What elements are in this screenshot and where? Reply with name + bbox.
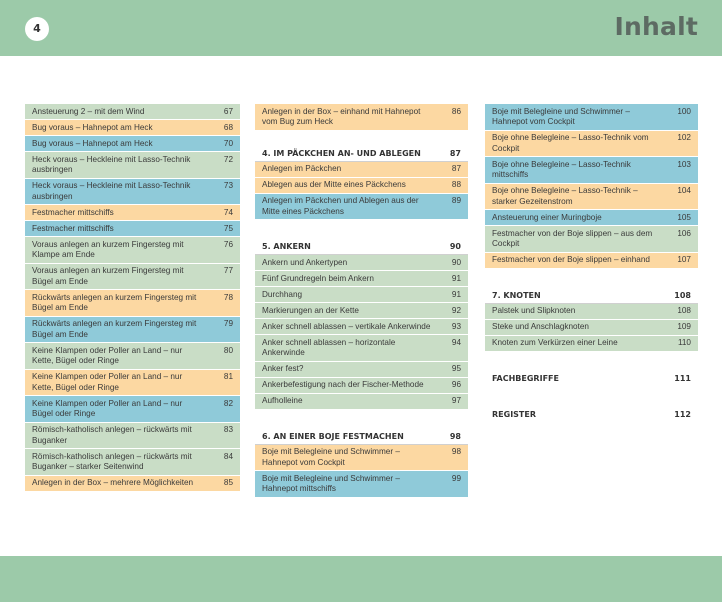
toc-entry <box>255 362 468 378</box>
toc-entry <box>255 162 468 178</box>
toc-entry-title: Anlegen in der Box – mehrere Möglichkeiten <box>32 478 194 487</box>
toc-entry-title: Ansteuerung einer Muringboje <box>492 212 602 222</box>
section-page: 87 <box>449 148 461 158</box>
toc-entry-page: 92 <box>451 305 461 315</box>
section-title: 7. KNOTEN <box>492 290 541 300</box>
toc-entry-page: 81 <box>223 372 233 381</box>
toc-entry-page: 87 <box>451 164 461 173</box>
toc-entry-page: 98 <box>451 447 461 456</box>
toc-entry <box>25 476 240 492</box>
toc-entry-title: Anlegen in der Box – einhand mit Hahnepot vom Bug zum Heck <box>262 106 421 126</box>
toc-entry <box>255 194 468 221</box>
toc-entry-page: 77 <box>223 266 233 275</box>
toc-entry-title: Markierungen an der Kette <box>262 305 359 315</box>
toc-entry-page: 91 <box>451 273 461 283</box>
section-page: 112 <box>674 409 691 419</box>
toc-entry <box>255 378 468 394</box>
section-page: 111 <box>674 373 691 383</box>
toc-entry-page: 76 <box>223 239 233 249</box>
toc-column-3 <box>485 104 698 422</box>
toc-entry <box>25 449 240 476</box>
toc-entry <box>25 205 240 221</box>
toc-entry-title: Bug voraus – Hahnepot am Heck <box>32 138 153 148</box>
toc-entry-page: 96 <box>451 380 461 389</box>
section-heading-6 <box>255 430 468 445</box>
toc-entry <box>485 253 698 269</box>
toc-entry-page: 102 <box>677 133 691 142</box>
toc-entry <box>255 445 468 472</box>
toc-entry <box>25 290 240 317</box>
spacer <box>485 269 698 289</box>
toc-entry <box>255 394 468 410</box>
toc-entry-title: Boje mit Belegleine und Schwimmer – Hahnepot mittschiffs <box>262 473 400 493</box>
toc-entry-page: 79 <box>223 319 233 328</box>
section-heading-4 <box>255 147 468 162</box>
toc-entry <box>255 271 468 287</box>
toc-entry-title: Boje ohne Belegleine – Lasso-Technik mittschiffs <box>492 159 631 179</box>
section-heading-5 <box>255 240 468 255</box>
section-title: FACHBEGRIFFE <box>492 373 559 383</box>
toc-entry-page: 68 <box>223 122 233 132</box>
toc-entry-title: Keine Klampen oder Poller an Land – nur Kette, Bügel oder Ringe <box>32 345 183 365</box>
toc-entry-title: Anker schnell ablassen – horizontale Ankerwinde <box>262 337 396 357</box>
toc-entry <box>25 317 240 344</box>
toc-entry-page: 100 <box>677 106 691 116</box>
toc-entry-page: 104 <box>677 186 691 195</box>
toc-entry-page: 82 <box>223 398 233 408</box>
toc-entry-page: 110 <box>677 338 691 347</box>
toc-entry-page: 95 <box>451 364 461 373</box>
section-title: 6. AN EINER BOJE FESTMACHEN <box>262 431 404 441</box>
section-heading-register <box>485 408 698 422</box>
toc-entry-title: Bug voraus – Hahnepot am Heck <box>32 122 153 132</box>
toc-entry-page: 107 <box>677 255 691 264</box>
toc-entry-page: 103 <box>677 159 691 169</box>
toc-entry-page: 94 <box>451 337 461 347</box>
toc-entry <box>255 335 468 362</box>
toc-entry-page: 70 <box>223 138 233 148</box>
toc-entry-title: Heck voraus – Heckleine mit Lasso-Technik ausbringen <box>32 154 191 174</box>
section-title: 4. IM PÄCKCHEN AN- UND ABLEGEN <box>262 148 421 158</box>
toc-entry-page: 80 <box>223 345 233 355</box>
toc-entry <box>25 179 240 206</box>
toc-entry-title: Ankerbefestigung nach der Fischer-Methode <box>262 380 424 389</box>
toc-entry <box>25 120 240 136</box>
spacer <box>485 386 698 408</box>
toc-entry <box>25 370 240 397</box>
section-heading-7 <box>485 289 698 304</box>
toc-entry <box>485 320 698 336</box>
toc-entry <box>485 210 698 226</box>
toc-entry-title: Anlegen im Päckchen und Ablegen aus der Mitte eines Päckchens <box>262 196 419 216</box>
toc-entry <box>485 184 698 211</box>
toc-entry-page: 109 <box>677 322 691 331</box>
toc-entry-page: 89 <box>451 196 461 205</box>
toc-entry-title: Aufholleine <box>262 396 303 405</box>
spacer <box>255 131 468 147</box>
toc-entry <box>255 319 468 335</box>
toc-entry-title: Keine Klampen oder Poller an Land – nur Kette, Bügel oder Ringe <box>32 372 183 392</box>
toc-entry-page: 88 <box>451 180 461 189</box>
toc-entry-title: Römisch-katholisch anlegen – rückwärts mit Buganker – starker Seitenwind <box>32 451 192 471</box>
toc-entry-title: Boje ohne Belegleine – Lasso-Technik – starker Gezeitenstrom <box>492 186 638 206</box>
toc-entry-title: Voraus anlegen an kurzem Fingersteg mit Bügel am Ende <box>32 266 184 286</box>
page-title: Inhalt <box>614 12 698 41</box>
toc-entry-page: 73 <box>223 181 233 190</box>
section-heading-fachbegriffe <box>485 372 698 386</box>
toc-entry-title: Keine Klampen oder Poller an Land – nur Bügel oder Ringe <box>32 398 183 418</box>
toc-entry-page: 67 <box>223 106 233 116</box>
page-number: 4 <box>25 17 49 41</box>
toc-entry-title: Durchhang <box>262 289 303 299</box>
toc-entry <box>485 157 698 184</box>
toc-entry-page: 83 <box>223 425 233 434</box>
toc-entry <box>255 255 468 271</box>
header-band <box>0 0 722 56</box>
toc-entry-title: Anker fest? <box>262 364 304 373</box>
section-page: 90 <box>449 242 461 251</box>
toc-entry-page: 75 <box>223 223 233 233</box>
toc-entry <box>485 131 698 158</box>
toc-entry <box>485 226 698 253</box>
toc-entry <box>255 104 468 131</box>
toc-entry <box>485 104 698 131</box>
toc-column-1 <box>25 104 240 492</box>
toc-entry <box>25 264 240 291</box>
toc-entry-page: 72 <box>223 154 233 164</box>
spacer <box>255 410 468 430</box>
toc-column-2 <box>255 104 468 498</box>
toc-entry <box>25 423 240 450</box>
toc-entry-title: Ankern und Ankertypen <box>262 257 348 267</box>
toc-entry <box>25 136 240 152</box>
toc-entry <box>25 343 240 370</box>
section-page: 108 <box>674 290 691 300</box>
toc-entry-title: Rückwärts anlegen an kurzem Fingersteg mit Bügel am Ende <box>32 292 197 312</box>
toc-entry-page: 105 <box>677 212 691 222</box>
section-title: REGISTER <box>492 409 537 419</box>
spacer <box>485 352 698 372</box>
toc-entry <box>25 396 240 423</box>
toc-entry-title: Boje mit Belegleine und Schwimmer – Hahnepot vom Cockpit <box>492 106 630 126</box>
toc-entry <box>255 287 468 303</box>
toc-entry <box>25 237 240 264</box>
toc-entry <box>485 336 698 352</box>
section-page: 98 <box>449 431 461 441</box>
toc-entry-page: 85 <box>223 478 233 487</box>
toc-entry <box>255 471 468 498</box>
toc-entry-title: Festmacher mittschiffs <box>32 207 114 217</box>
toc-entry-title: Palstek und Slipknoten <box>492 306 576 315</box>
toc-entry-title: Festmacher mittschiffs <box>32 223 114 233</box>
toc-entry-title: Voraus anlegen an kurzem Fingersteg mit Klampe am Ende <box>32 239 184 259</box>
toc-entry-title: Boje ohne Belegleine – Lasso-Technik vom Cockpit <box>492 133 649 153</box>
toc-entry-page: 84 <box>223 451 233 461</box>
toc-entry <box>255 178 468 194</box>
toc-entry-page: 90 <box>451 257 461 267</box>
toc-entry-title: Rückwärts anlegen an kurzem Fingersteg mit Bügel am Ende <box>32 319 197 339</box>
toc-entry-page: 106 <box>677 228 691 238</box>
toc-entry-title: Römisch-katholisch anlegen – rückwärts mit Buganker <box>32 425 192 445</box>
toc-entry-page: 91 <box>451 289 461 299</box>
toc-entry-page: 86 <box>451 106 461 116</box>
toc-entry-title: Anlegen im Päckchen <box>262 164 342 173</box>
toc-entry <box>255 303 468 319</box>
section-title: 5. ANKERN <box>262 242 311 251</box>
toc-entry-title: Ablegen aus der Mitte eines Päckchens <box>262 180 406 189</box>
toc-entry-page: 93 <box>451 321 461 331</box>
toc-entry-page: 108 <box>677 306 691 315</box>
toc-entry-page: 97 <box>451 396 461 405</box>
toc-entry-title: Knoten zum Verkürzen einer Leine <box>492 338 618 347</box>
toc-entry-title: Heck voraus – Heckleine mit Lasso-Technik ausbringen <box>32 181 191 201</box>
toc-entry <box>25 152 240 179</box>
toc-entry <box>25 104 240 120</box>
footer-band <box>0 556 722 602</box>
toc-entry-title: Festmacher von der Boje slippen – aus dem Cockpit <box>492 228 653 248</box>
toc-entry-page: 78 <box>223 292 233 302</box>
toc-entry-title: Boje mit Belegleine und Schwimmer – Hahnepot vom Cockpit <box>262 447 400 467</box>
toc-entry-title: Festmacher von der Boje slippen – einhand <box>492 255 650 264</box>
toc-entry-title: Fünf Grundregeln beim Ankern <box>262 273 374 283</box>
toc-entry-page: 99 <box>451 473 461 483</box>
toc-entry-page: 74 <box>223 207 233 217</box>
toc-entry-title: Ansteuerung 2 – mit dem Wind <box>32 106 145 116</box>
toc-entry-title: Steke und Anschlagknoten <box>492 322 589 331</box>
toc-entry <box>25 221 240 237</box>
spacer <box>255 220 468 240</box>
toc-entry-title: Anker schnell ablassen – vertikale Ankerwinde <box>262 321 431 331</box>
toc-entry <box>485 304 698 320</box>
